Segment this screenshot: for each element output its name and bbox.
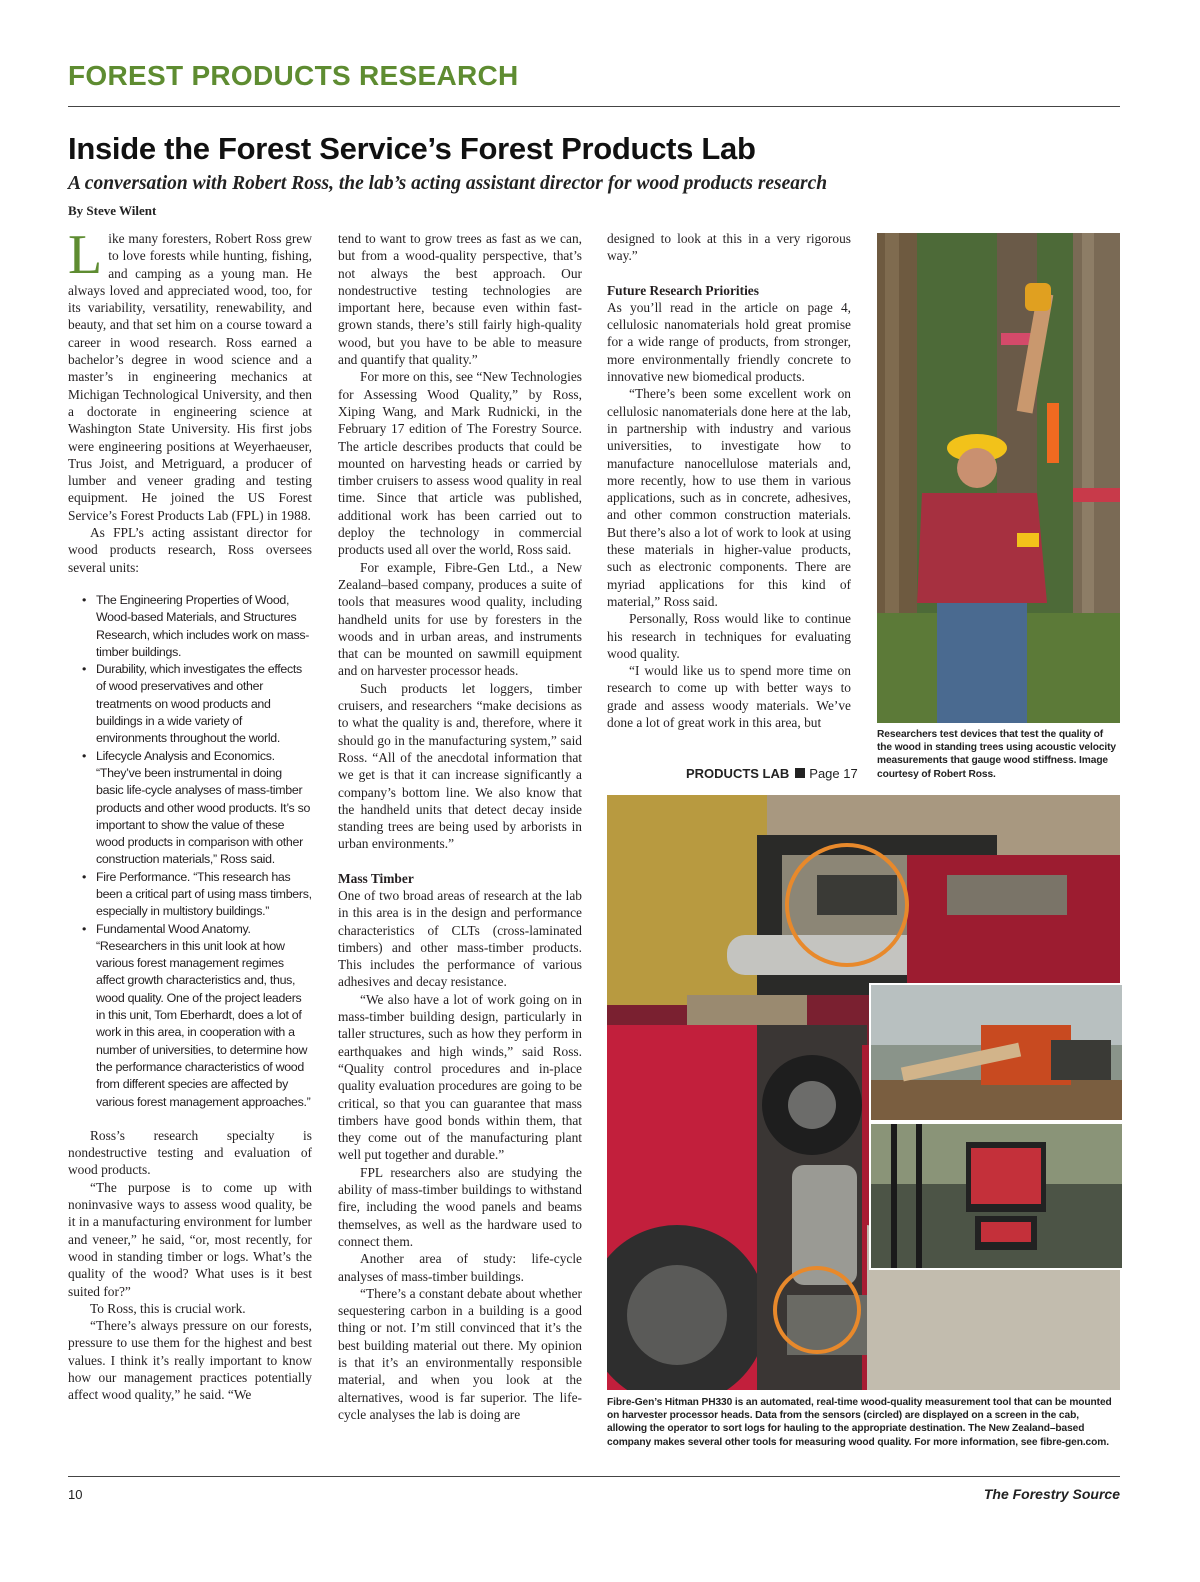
paragraph: As FPL’s acting assistant director for wood products research, Ross oversees several units: [68, 525, 312, 575]
machine-inset-illustration [871, 985, 1122, 1120]
list-item: • Lifecycle Analysis and Economics. “They’ve been instrumental in doing basic life-cycle analyses of mass-timber products and other wood products. It’s so important to show the value of these wood products in comparison with other construction materials,” Ross said. [82, 748, 311, 867]
bottom-rule [68, 1476, 1120, 1477]
bullet-icon: • [82, 748, 87, 763]
top-rule [68, 106, 1120, 107]
bullet-icon: • [82, 662, 87, 677]
paragraph: For more on this, see “New Technologies for Assessing Wood Quality,” by Ross, Xiping Wang, and Mark Rudnicki, in the February 17 edition of The Forestry Source. The article describes products that could be mounted on harvesting heads or carried by timber cruisers to assess wood quality in real time. Since that article was published, additional work has been carried out to deploy the technology in commercial products used all over the world, Ross said. [338, 369, 582, 558]
byline: By Steve Wilent [68, 203, 157, 218]
photo-inset-cab-screen [869, 1122, 1124, 1270]
paragraph: Another area of study: life-cycle analyses of mass-timber buildings. [338, 1251, 582, 1284]
paragraph: As you’ll read in the article on page 4, cellulosic nanomaterials hold great promise for a wide range of products, from stronger, more environmentally friendly concrete to innovative new biomedical products. [607, 299, 851, 385]
headline: Inside the Forest Service’s Forest Products Lab [68, 131, 756, 166]
cab-screen-inset-illustration [871, 1124, 1122, 1268]
section-heading-future-research: Future Research Priorities [607, 282, 759, 298]
list-item: • Durability, which investigates the effects of wood preservatives and other treatments on wood products and buildings in a wide variety of environments throughout the world. [82, 662, 302, 746]
list-item: • Fundamental Wood Anatomy. “Researchers in this unit look at how various forest management regimes affect growth characteristics and, thus, wood quality. One of the project leaders in this unit, Tom Eberhardt, does a lot of work in this area, in cooperation with a number of universities, to determine how the performance characteristics of wood from different species are affected by various forest management approaches.” [82, 921, 311, 1109]
publication-title: The Forestry Source [983, 1486, 1120, 1502]
paragraph: “There’s a constant debate about whether sequestering carbon in a building is a good thing or not. I’m still convinced that it’s the best building material out there. My opinion is that it’s an environmentally responsible material, and when you look at the alternatives, wood is far superior. The life-cycle analyses the lab is doing are [338, 1285, 582, 1422]
paragraph: “We also have a lot of work going on in mass-timber building design, particularly in taller structures, such as how they perform in earthquakes and high winds,” said Ross. “Quality control procedures and in-place quality evaluation procedures are going to be critical, so that you can guarantee that mass timbers have good bonds within them, that they come out of the manufacturing plant well put together and durable.” [338, 991, 582, 1163]
paragraph: tend to want to grow trees as fast as we can, but from a wood-quality perspective, that’s not always the best approach. Our nondestructive testing technologies are important here, because even within fast-grown stands, there’s still fairly high-quality wood, but you have to be able to measure and quantify that quality.” [338, 231, 582, 368]
photo-caption-harvester: Fibre-Gen’s Hitman PH330 is an automated, real-time wood-quality measurement tool that can be mounted on harvester processor heads. Data from the sensors (circled) are displayed on a screen in the cab, allowing the operator to sort logs for hauling to the appropriate destination. The New Zealand–based company makes several other tools for measuring wood quality. For more information, see fibre-gen.com. [607, 1397, 1112, 1448]
paragraph: Ross’s research specialty is nondestructive testing and evaluation of wood products. [68, 1127, 312, 1178]
continued-jump-line [686, 766, 858, 781]
paragraph: For example, Fibre-Gen Ltd., a New Zealand–based company, produces a suite of tools that measures wood quality, including handheld units for use by foresters in the woods and in urban areas, and instruments that can be mounted on sawmill equipment and on harvester processor heads. [338, 559, 582, 679]
paragraph: “There’s been some excellent work on cellulosic nanomaterials done here at the lab, in partnership with industry and various universities, to investigate how to manufacture nanocellulose materials and, more recently, how to use them in various applications, such as in concrete, adhesives, and other common construction materials. But there’s also a lot of work to look at using these materials in higher-value products, such as electronic components. There are myriad applications for this kind of material,” Ross said. [607, 386, 851, 609]
units-list [68, 592, 312, 1111]
page-number: 10 [68, 1487, 83, 1502]
bullet-icon: • [82, 592, 87, 607]
drop-cap: L [68, 224, 103, 286]
paragraph: One of two broad areas of research at the lab in this area is in the design and performance characteristics of CLTs (cross-laminated timbers) and other mass-timber products. This includes the performance of various adhesives and decay resistance. [338, 887, 582, 990]
continued-page: Page 17 [809, 766, 858, 781]
section-heading-mass-timber: Mass Timber [338, 870, 414, 886]
photo-researcher-in-forest [877, 233, 1120, 723]
article-column-1 [68, 224, 312, 1404]
list-item: • Fire Performance. “This research has been a critical part of using mass timbers, especially in multistory buildings.” [82, 869, 312, 919]
paragraph: Such products let loggers, timber cruisers, and researchers “make decisions as to what the quality is and, therefore, where it should go in the manufacturing system,” said Ross. “All of the anecdotal information that we get is that it can increase significantly a company’s bottom line. We also know that the handheld units that detect decay inside standing trees are being used by arborists in urban environments.” [338, 680, 582, 852]
paragraph: designed to look at this in a very rigorous way.” [607, 231, 851, 264]
subhead: A conversation with Robert Ross, the lab’s acting assistant director for wood products research [68, 173, 828, 194]
paragraph: “The purpose is to come up with noninvasive ways to assess wood quality, be it in a manufacturing environment for lumber and veneer,” he said, “or, most recently, for wood in standing timber or logs. What’s the quality of the wood? What uses is it best suited for?” [68, 1179, 312, 1299]
list-item: • The Engineering Properties of Wood, Wood-based Materials, and Structures Research, which includes work on mass-timber buildings. [82, 592, 310, 659]
continued-label: PRODUCTS LAB [686, 766, 790, 781]
paragraph: “There’s always pressure on our forests, pressure to use them for the highest and best values. I think it’s really important to know how our management practices potentially affect wood quality,” he said. “We [68, 1318, 312, 1403]
article-column-2 [338, 230, 582, 1423]
square-icon [795, 768, 805, 778]
paragraph: To Ross, this is crucial work. [90, 1300, 246, 1316]
bullet-icon: • [82, 921, 87, 936]
article-column-3 [607, 230, 851, 731]
paragraph: “I would like us to spend more time on research to come up with better ways to grade and assess woody materials. We’ve done a lot of great work in this area, but [607, 663, 851, 731]
paragraph: Personally, Ross would like to continue his research in techniques for evaluating wood quality. [607, 611, 851, 661]
photo-caption-forest: Researchers test devices that test the quality of the wood in standing trees using acoustic velocity measurements that gauge wood stiffness. Image courtesy of Robert Ross. [877, 729, 1116, 780]
intro-paragraph: Like many foresters, Robert Ross grew to love forests while hunting, fishing, and camping as a young man. He always loved and appreciated wood, too, for its variability, versatility, renewability, and beauty, and that set him on a course toward a career in wood research. Ross earned a bachelor’s degree in wood science and a master’s in engineering mechanics at Michigan Technological University, and then a doctorate in engineering science at Washington State University. His first jobs were engineering positions at Weyerhaeuser, Trus Joist, and Metriguard, a producer of lumber and veneer grading and testing equipment. He joined the US Forest Service’s Forest Products Lab (FPL) in 1988. [68, 224, 312, 523]
bullet-icon: • [82, 869, 87, 884]
photo-inset-harvester-machine [869, 983, 1124, 1122]
section-label: FOREST PRODUCTS RESEARCH [68, 60, 519, 91]
forest-scene-illustration [877, 233, 1120, 723]
paragraph: FPL researchers also are studying the ability of mass-timber buildings to withstand fire, including the wood panels and beams themselves, as well as the hardware used to connect them. [338, 1164, 582, 1249]
